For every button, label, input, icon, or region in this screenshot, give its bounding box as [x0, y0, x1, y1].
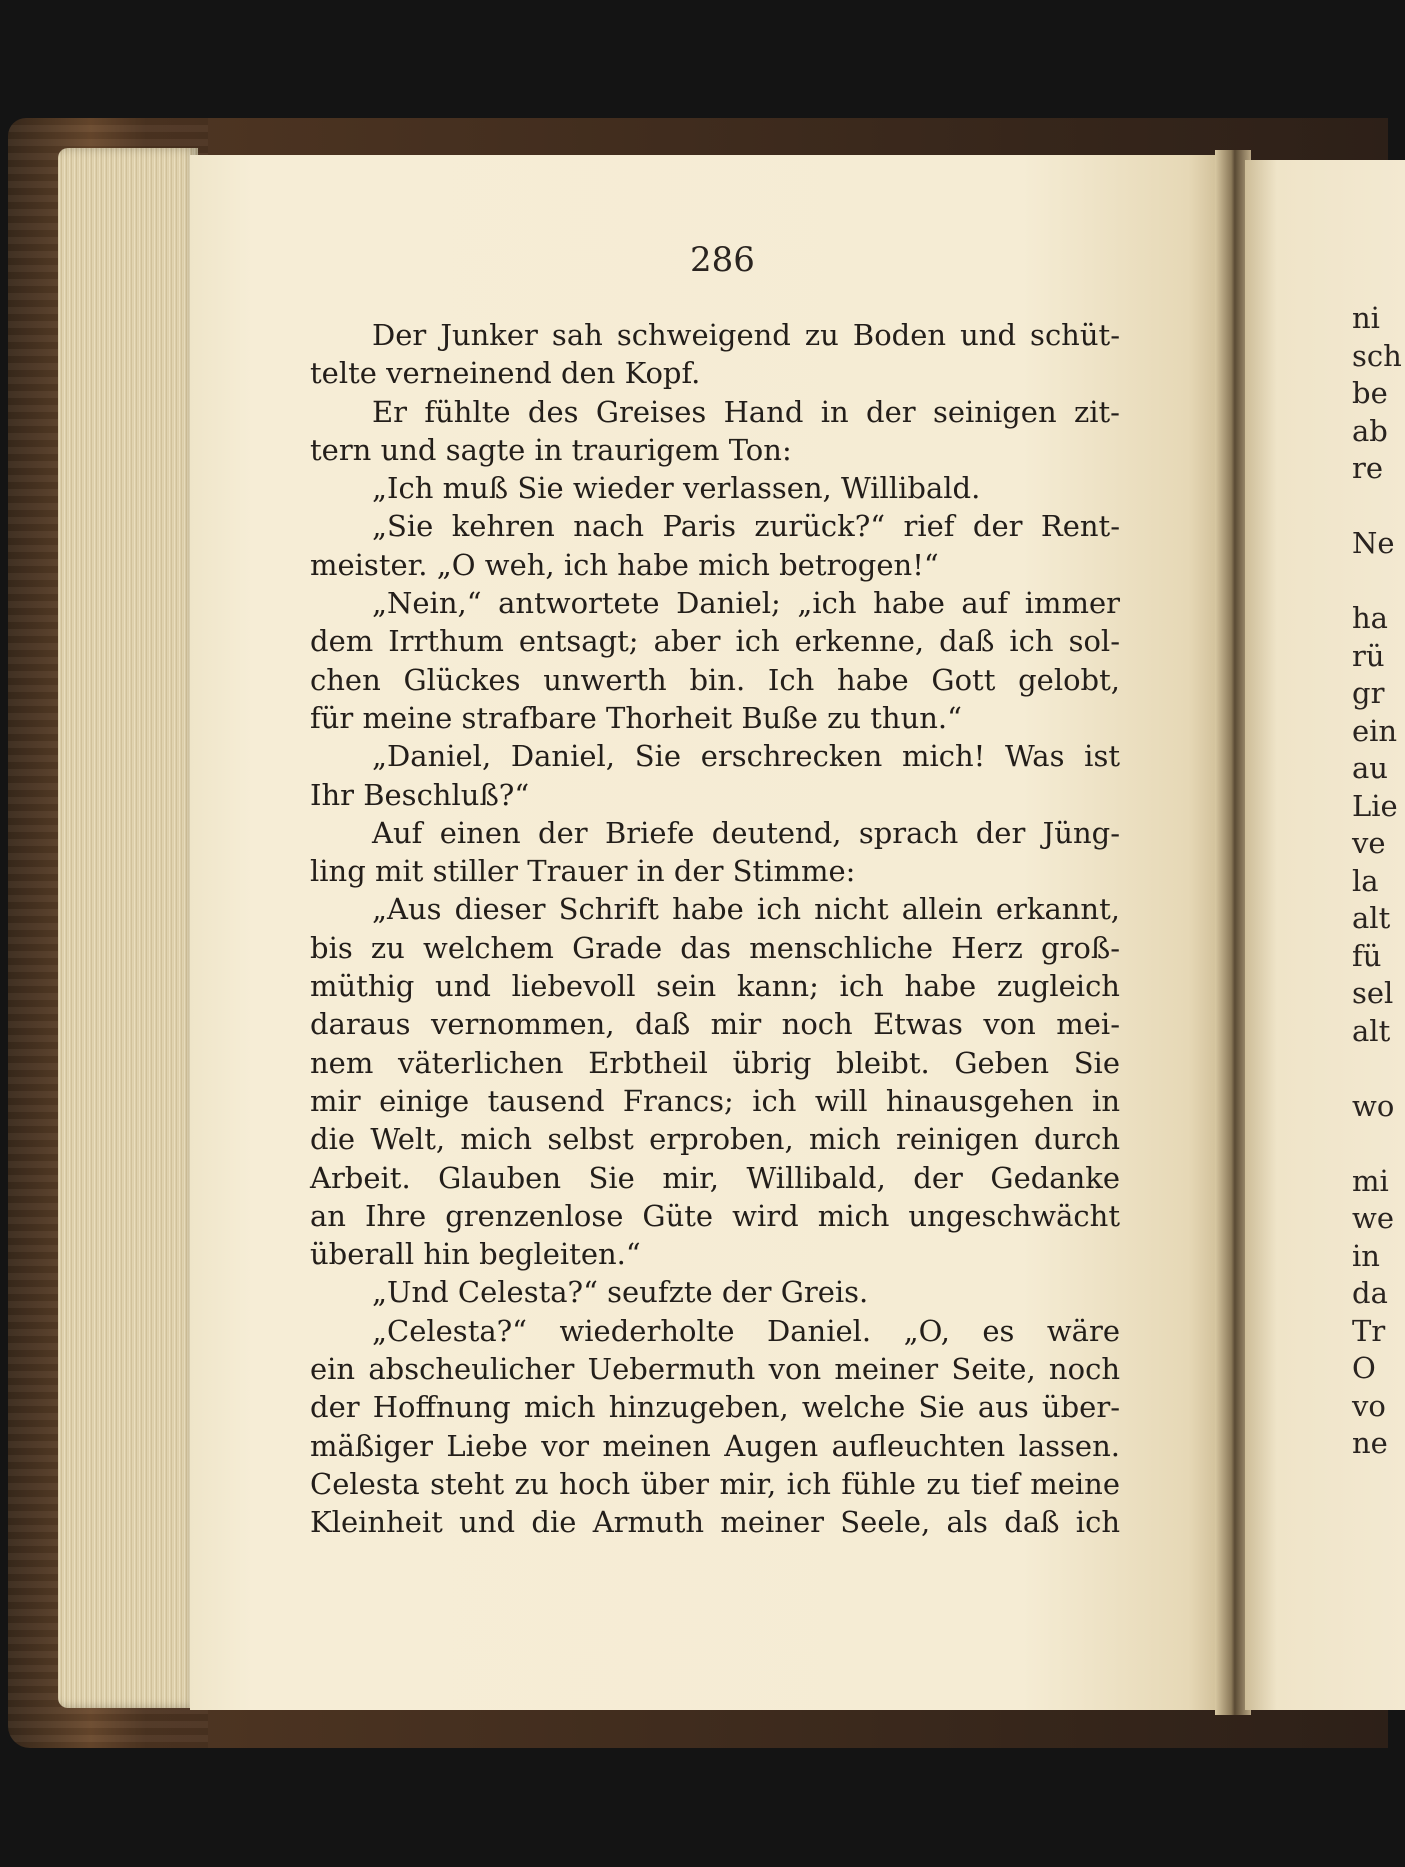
- text-line: ein abscheulicher Uebermuth von meiner Seite, noch: [310, 1352, 1120, 1387]
- facing-line-fragment: alt: [1352, 901, 1391, 935]
- facing-line-fragment: ab: [1352, 413, 1388, 448]
- text-line: an Ihre grenzenlose Güte wird mich ungeschwächt: [310, 1198, 1120, 1233]
- text-line: Celesta steht zu hoch über mir, ich fühle zu tief meine: [310, 1466, 1120, 1501]
- text-line: bis zu welchem Grade das menschliche Herz groß-: [310, 930, 1120, 965]
- facing-line-fragment: sch: [1352, 338, 1402, 373]
- text-line: mir einige tausend Francs; ich will hinausgehen in: [310, 1083, 1120, 1118]
- page-body-text: [310, 316, 1120, 1542]
- text-line: Auf einen der Briefe deutend, sprach der Jüng-: [372, 815, 1120, 850]
- text-line: „Celesta?“ wiederholte Daniel. „O, es wäre: [372, 1313, 1120, 1348]
- text-line: „Ich muß Sie wieder verlassen, Willibald.: [372, 471, 981, 506]
- text-line: überall hin begleiten.“: [310, 1237, 641, 1272]
- facing-line-fragment: re: [1352, 451, 1384, 485]
- facing-line-fragment: [1352, 1125, 1392, 1163]
- text-line: für meine strafbare Thorheit Buße zu thun.“: [310, 700, 962, 735]
- text-line: Ihr Beschluß?“: [310, 777, 530, 812]
- text-line: telte verneinend den Kopf.: [310, 356, 701, 391]
- page-edges: [58, 148, 198, 1708]
- facing-line-fragment: O: [1352, 1351, 1376, 1385]
- facing-line-fragment: ve: [1352, 826, 1386, 860]
- facing-line-fragment: mi: [1352, 1163, 1389, 1198]
- facing-line-fragment: in: [1352, 1238, 1380, 1273]
- text-line: tern und sagte in traurigem Ton:: [310, 432, 792, 467]
- text-line: daraus vernommen, daß mir noch Etwas von mei-: [310, 1007, 1120, 1042]
- facing-line-fragment: we: [1352, 1201, 1394, 1235]
- text-line: müthig und liebevoll sein kann; ich habe zugleich: [310, 969, 1120, 1004]
- facing-line-fragment: rü: [1352, 638, 1385, 673]
- text-line: der Hoffnung mich hinzugeben, welche Sie aus über-: [310, 1390, 1120, 1425]
- facing-line-fragment: Tr: [1352, 1313, 1386, 1348]
- text-line: Der Junker sah schweigend zu Boden und schüt-: [372, 318, 1120, 352]
- text-line: Kleinheit und die Armuth meiner Seele, als daß ich: [310, 1505, 1120, 1540]
- facing-line-fragment: vo: [1352, 1388, 1386, 1423]
- facing-line-fragment: ni: [1352, 301, 1380, 335]
- facing-line-fragment: fü: [1352, 938, 1382, 973]
- facing-line-fragment: [1352, 563, 1392, 601]
- facing-line-fragment: [1352, 488, 1392, 526]
- facing-line-fragment: da: [1352, 1276, 1388, 1310]
- text-line: „Und Celesta?“ seufzte der Greis.: [372, 1275, 869, 1310]
- facing-line-fragment: ein: [1352, 713, 1398, 748]
- text-line: „Daniel, Daniel, Sie erschrecken mich! Was ist: [372, 739, 1120, 774]
- facing-line-fragment: wo: [1352, 1088, 1395, 1123]
- facing-line-fragment: gr: [1352, 676, 1385, 710]
- text-line: chen Glückes unwerth bin. Ich habe Gott gelobt,: [310, 662, 1120, 697]
- facing-line-fragment: la: [1352, 863, 1379, 898]
- text-line: „Sie kehren nach Paris zurück?“ rief der Rent-: [372, 509, 1120, 544]
- text-line: mäßiger Liebe vor meinen Augen aufleuchten lassen.: [310, 1428, 1120, 1463]
- facing-line-fragment: Ne: [1352, 526, 1395, 560]
- background-shadow: [0, 1748, 1388, 1867]
- facing-line-fragment: ne: [1352, 1426, 1388, 1460]
- text-line: Arbeit. Glauben Sie mir, Willibald, der Gedanke: [310, 1160, 1120, 1195]
- page-number: 286: [690, 240, 755, 280]
- facing-page-fragments: [1352, 300, 1402, 1463]
- text-line: „Aus dieser Schrift habe ich nicht allein erkannt,: [372, 892, 1120, 927]
- text-line: meister. „O weh, ich habe mich betrogen!“: [310, 547, 939, 582]
- facing-line-fragment: sel: [1352, 976, 1394, 1010]
- facing-line-fragment: be: [1352, 376, 1388, 410]
- facing-line-fragment: Lie: [1352, 788, 1398, 823]
- text-line: nem väterlichen Erbtheil übrig bleibt. Geben Sie: [310, 1045, 1120, 1080]
- facing-line-fragment: [1352, 1050, 1392, 1088]
- text-line: die Welt, mich selbst erproben, mich reinigen durch: [310, 1122, 1120, 1157]
- text-line: „Nein,“ antwortete Daniel; „ich habe auf immer: [372, 586, 1120, 621]
- facing-line-fragment: ha: [1352, 601, 1388, 635]
- text-line: Er fühlte des Greises Hand in der seinigen zit-: [372, 394, 1120, 429]
- text-line: ling mit stiller Trauer in der Stimme:: [310, 854, 856, 889]
- facing-line-fragment: alt: [1352, 1013, 1391, 1048]
- text-line: dem Irrthum entsagt; aber ich erkenne, daß ich sol-: [310, 624, 1120, 659]
- facing-line-fragment: au: [1352, 751, 1388, 785]
